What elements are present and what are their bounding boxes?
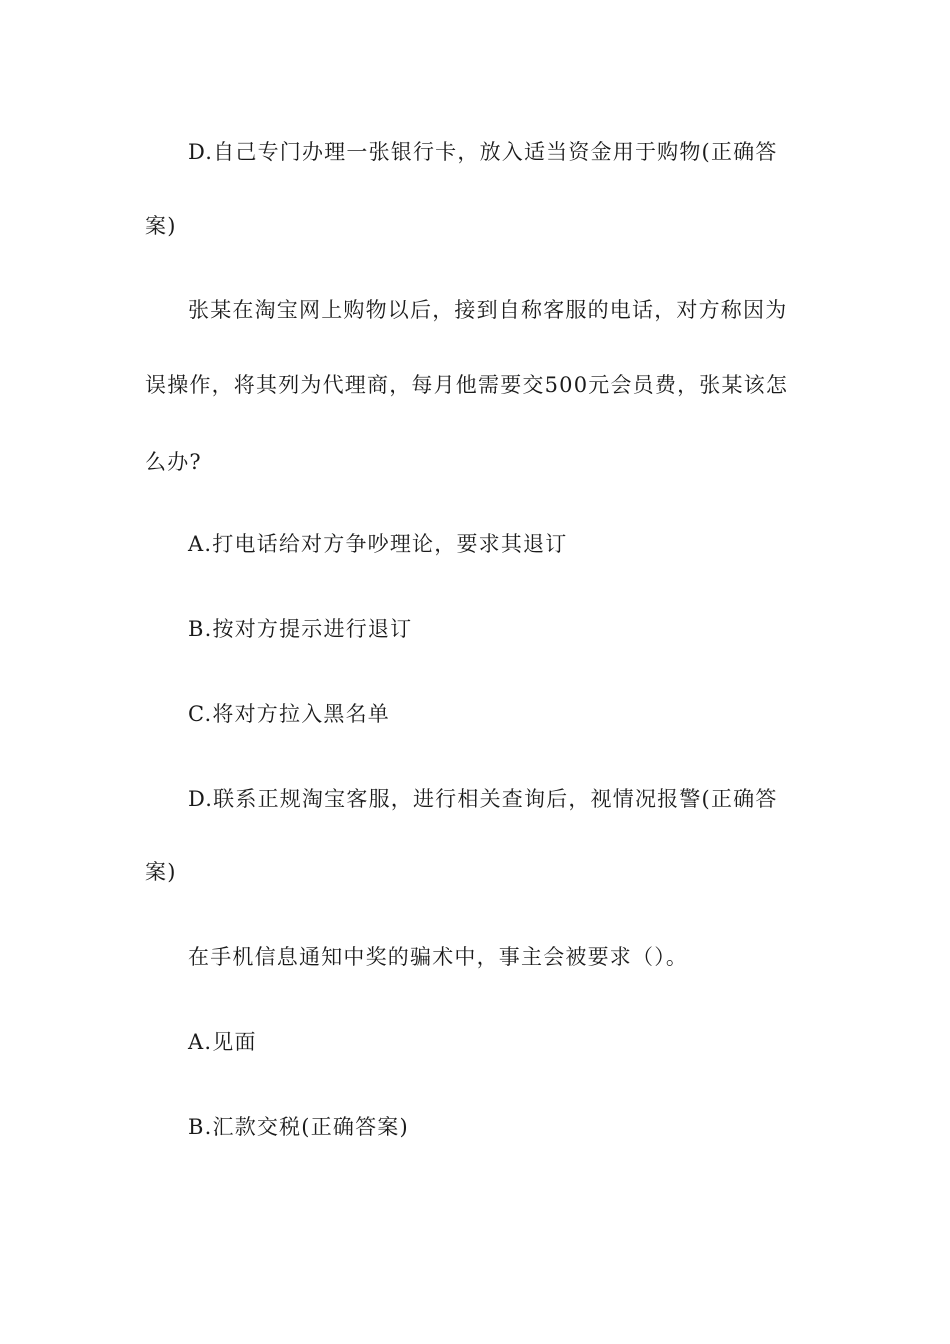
- q2-option-d-line2: 案): [145, 860, 177, 884]
- q2-stem-line1: 张某在淘宝网上购物以后，接到自称客服的电话，对方称因为: [188, 298, 788, 322]
- q3-option-b: B.汇款交税(正确答案): [188, 1115, 409, 1139]
- q2-stem-line3: 么办?: [145, 450, 202, 474]
- q2-option-c: C.将对方拉入黑名单: [188, 702, 390, 726]
- q2-option-b: B.按对方提示进行退订: [188, 617, 413, 641]
- q3-stem: 在手机信息通知中奖的骗术中，事主会被要求（）。: [188, 945, 689, 969]
- q1-option-d-line1: D.自己专门办理一张银行卡，放入适当资金用于购物(正确答: [188, 140, 778, 164]
- q2-option-d-line1: D.联系正规淘宝客服，进行相关查询后，视情况报警(正确答: [188, 787, 778, 811]
- q1-option-d-line2: 案): [145, 214, 177, 238]
- q2-option-a: A.打电话给对方争吵理论，要求其退订: [188, 532, 568, 556]
- q3-option-a: A.见面: [188, 1030, 257, 1054]
- q2-stem-line2: 误操作，将其列为代理商，每月他需要交500元会员费，张某该怎: [145, 373, 789, 397]
